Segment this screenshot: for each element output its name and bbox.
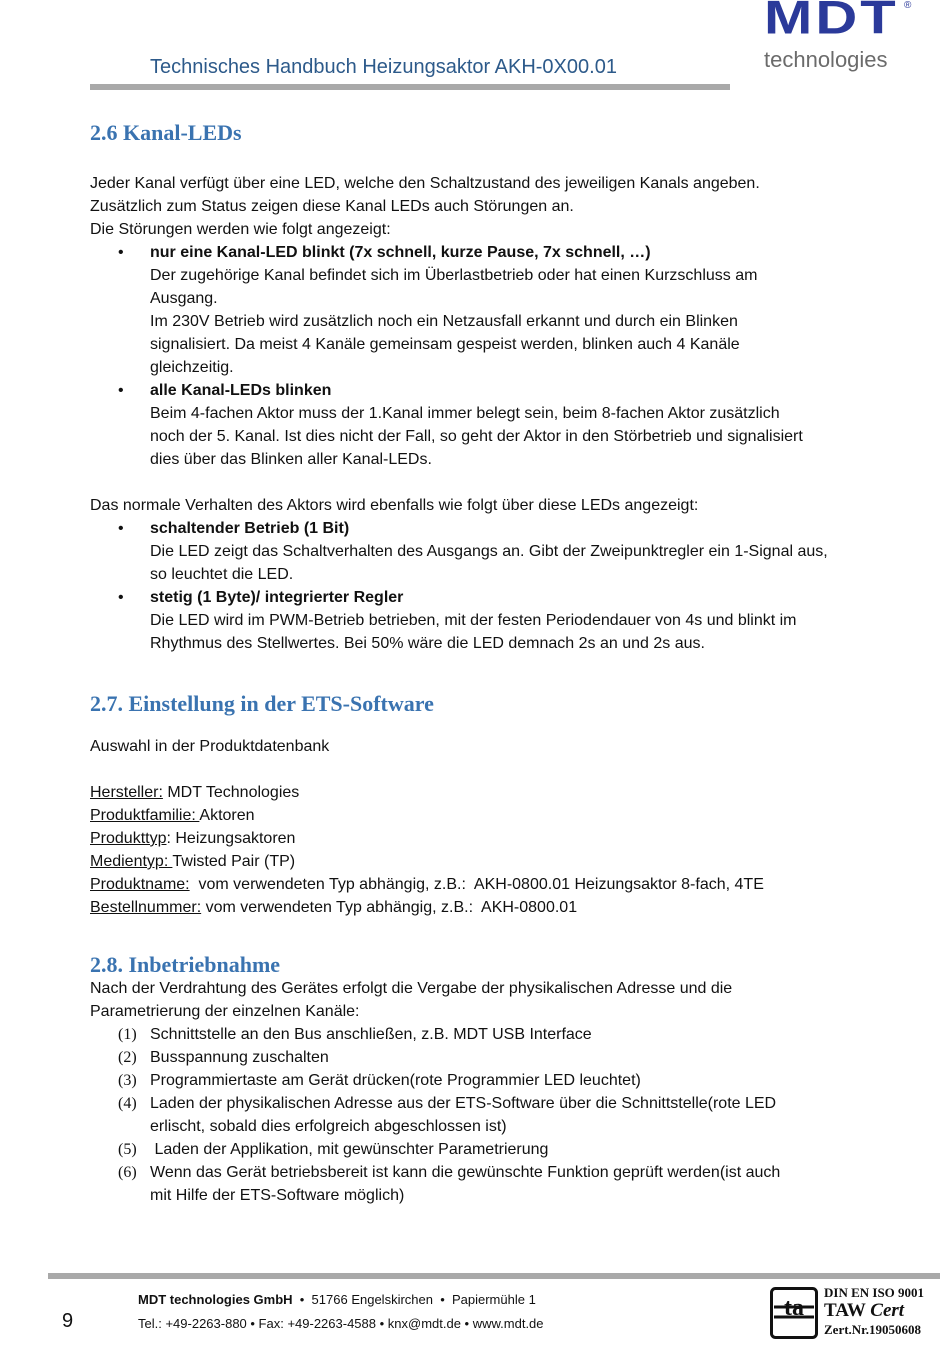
registered-mark: ®: [904, 0, 912, 11]
list-item: [90, 1023, 880, 1046]
certification-text: [824, 1284, 924, 1338]
logo-subtitle: technologies: [764, 47, 888, 72]
list-item: [90, 1161, 880, 1207]
list-item: [90, 241, 880, 379]
footer-address: [138, 1292, 536, 1307]
field-label: Produkttyp: [90, 830, 167, 847]
field-row-bestellnummer: [90, 896, 880, 919]
footer-divider: [48, 1273, 940, 1279]
step-number: (3): [118, 1072, 137, 1089]
list-item-text: dies über das Blinken aller Kanal-LEDs.: [150, 451, 432, 468]
list-item-text: Busspannung zuschalten: [150, 1049, 329, 1066]
paragraph: Das normale Verhalten des Aktors wird ebenfalls wie folgt über diese LEDs angezeigt:: [90, 497, 699, 514]
list-item-text: signalisiert. Da meist 4 Kanäle gemeinsam gespeist werden, blinken auch 4 Kanäle: [150, 336, 740, 353]
field-row-medientyp: [90, 850, 880, 873]
steps-list: [90, 1023, 880, 1207]
cert-number: Zert.Nr.19050608: [824, 1322, 922, 1337]
list-item: [90, 1138, 880, 1161]
cert-issuer-name: TAW: [824, 1300, 871, 1321]
list-item: [90, 379, 880, 471]
field-value: MDT Technologies: [162, 784, 300, 801]
list-item-title: schaltender Betrieb (1 Bit): [150, 520, 350, 537]
field-row-hersteller: [90, 781, 880, 804]
section-heading-inbetriebnahme: 2.8. Inbetriebnahme: [90, 952, 281, 977]
field-row-produktfamilie: [90, 804, 880, 827]
paragraph: Die Störungen werden wie folgt angezeigt:: [90, 221, 391, 238]
paragraph: Jeder Kanal verfügt über eine LED, welche den Schaltzustand des jeweiligen Kanals angeben.: [90, 175, 760, 192]
page-number: 9: [62, 1310, 74, 1332]
footer-company: MDT technologies GmbH: [138, 1292, 293, 1307]
field-label: Hersteller:: [90, 784, 163, 801]
field-label: Produktfamilie:: [90, 807, 200, 824]
field-value: : Heizungsaktoren: [166, 830, 296, 847]
fault-list: [90, 241, 880, 471]
field-value: vom verwendeten Typ abhängig, z.B.: AKH-0800.01: [201, 899, 578, 916]
list-item-text: Die LED zeigt das Schaltverhalten des Ausgangs an. Gibt der Zweipunktregler ein 1-Signal aus,: [150, 543, 828, 560]
field-value: Twisted Pair (TP): [172, 853, 296, 870]
list-item-text: noch der 5. Kanal. Ist dies nicht der Fall, so geht der Aktor in den Störbetrieb und signalisiert: [150, 428, 803, 445]
certification-logo-letters: ta: [784, 1295, 804, 1321]
list-item-text: gleichzeitig.: [150, 359, 234, 376]
list-item-text: Rhythmus des Stellwertes. Bei 50% wäre die LED demnach 2s an und 2s aus.: [150, 635, 705, 652]
list-item-text: Die LED wird im PWM-Betrieb betrieben, mit der festen Periodendauer von 4s und blinkt im: [150, 612, 797, 629]
field-label: Produktname:: [90, 876, 190, 893]
list-item-text: Im 230V Betrieb wird zusätzlich noch ein Netzausfall erkannt und durch ein Blinken: [150, 313, 738, 330]
field-label: Medientyp:: [90, 853, 173, 870]
header-title: Technisches Handbuch Heizungsaktor AKH-0X00.01: [150, 56, 617, 78]
step-number: (6): [118, 1164, 137, 1181]
list-item-title: alle Kanal-LEDs blinken: [150, 382, 332, 399]
page-content: [90, 118, 880, 1207]
paragraph: Nach der Verdrahtung des Gerätes erfolgt die Vergabe der physikalischen Adresse und die: [90, 980, 733, 997]
field-row-produktname: [90, 873, 880, 896]
header-divider: [90, 84, 730, 90]
paragraph: Auswahl in der Produktdatenbank: [90, 738, 330, 755]
bullet-icon: •: [118, 589, 124, 606]
bullet-icon: •: [118, 382, 124, 399]
footer-contact: Tel.: +49-2263-880 • Fax: +49-2263-4588 • knx@mdt.de • www.mdt.de: [138, 1316, 544, 1331]
normal-behaviour-list: [90, 517, 880, 655]
step-number: (5): [118, 1141, 137, 1158]
list-item-text: Laden der Applikation, mit gewünschter Parametrierung: [150, 1141, 549, 1158]
list-item-text: Programmiertaste am Gerät drücken(rote Programmier LED leuchtet): [150, 1072, 641, 1089]
list-item: [90, 517, 880, 586]
list-item-text: mit Hilfe der ETS-Software möglich): [150, 1187, 405, 1204]
list-item-text: Laden der physikalischen Adresse aus der ETS-Software über die Schnittstelle(rote LED: [150, 1095, 777, 1112]
list-item-text: Ausgang.: [150, 290, 218, 307]
list-item-text: Der zugehörige Kanal befindet sich im Überlastbetrieb oder hat einen Kurzschluss am: [150, 267, 758, 284]
list-item: [90, 1046, 880, 1069]
step-number: (1): [118, 1026, 137, 1043]
list-item-text: erlischt, sobald dies erfolgreich abgeschlossen ist): [150, 1118, 507, 1135]
list-item: [90, 1069, 880, 1092]
cert-issuer-suffix: Cert: [870, 1300, 905, 1321]
paragraph: Zusätzlich zum Status zeigen diese Kanal LEDs auch Störungen an.: [90, 198, 574, 215]
bullet-icon: •: [118, 520, 124, 537]
paragraph: Parametrierung der einzelnen Kanäle:: [90, 1003, 360, 1020]
list-item-title: stetig (1 Byte)/ integrierter Regler: [150, 589, 404, 606]
list-item-text: so leuchtet die LED.: [150, 566, 294, 583]
footer-address-text: • 51766 Engelskirchen • Papiermühle 1: [292, 1292, 536, 1307]
bullet-icon: •: [118, 244, 124, 261]
field-value: Aktoren: [199, 807, 255, 824]
list-item: [90, 586, 880, 655]
field-label: Bestellnummer:: [90, 899, 202, 916]
list-item-text: Beim 4-fachen Aktor muss der 1.Kanal immer belegt sein, beim 8-fachen Aktor zusätzlich: [150, 405, 780, 422]
list-item: [90, 1092, 880, 1138]
section-heading-kanal-leds: 2.6 Kanal-LEDs: [90, 120, 242, 145]
certification-logo-icon: [770, 1287, 818, 1339]
list-item-text: Schnittstelle an den Bus anschließen, z.B. MDT USB Interface: [150, 1026, 592, 1043]
field-value: vom verwendeten Typ abhängig, z.B.: AKH-0800.01 Heizungsaktor 8-fach, 4TE: [189, 876, 764, 893]
cert-standard: DIN EN ISO 9001: [824, 1285, 925, 1300]
list-item-title: nur eine Kanal-LED blinkt (7x schnell, kurze Pause, 7x schnell, …): [150, 244, 651, 261]
step-number: (2): [118, 1049, 137, 1066]
mdt-logo: MDT: [764, 0, 899, 45]
field-row-produkttyp: [90, 827, 880, 850]
step-number: (4): [118, 1095, 137, 1112]
section-heading-ets-software: 2.7. Einstellung in der ETS-Software: [90, 691, 434, 716]
list-item-text: Wenn das Gerät betriebsbereit ist kann die gewünschte Funktion geprüft werden(ist auch: [150, 1164, 781, 1181]
cert-issuer: [824, 1301, 924, 1321]
